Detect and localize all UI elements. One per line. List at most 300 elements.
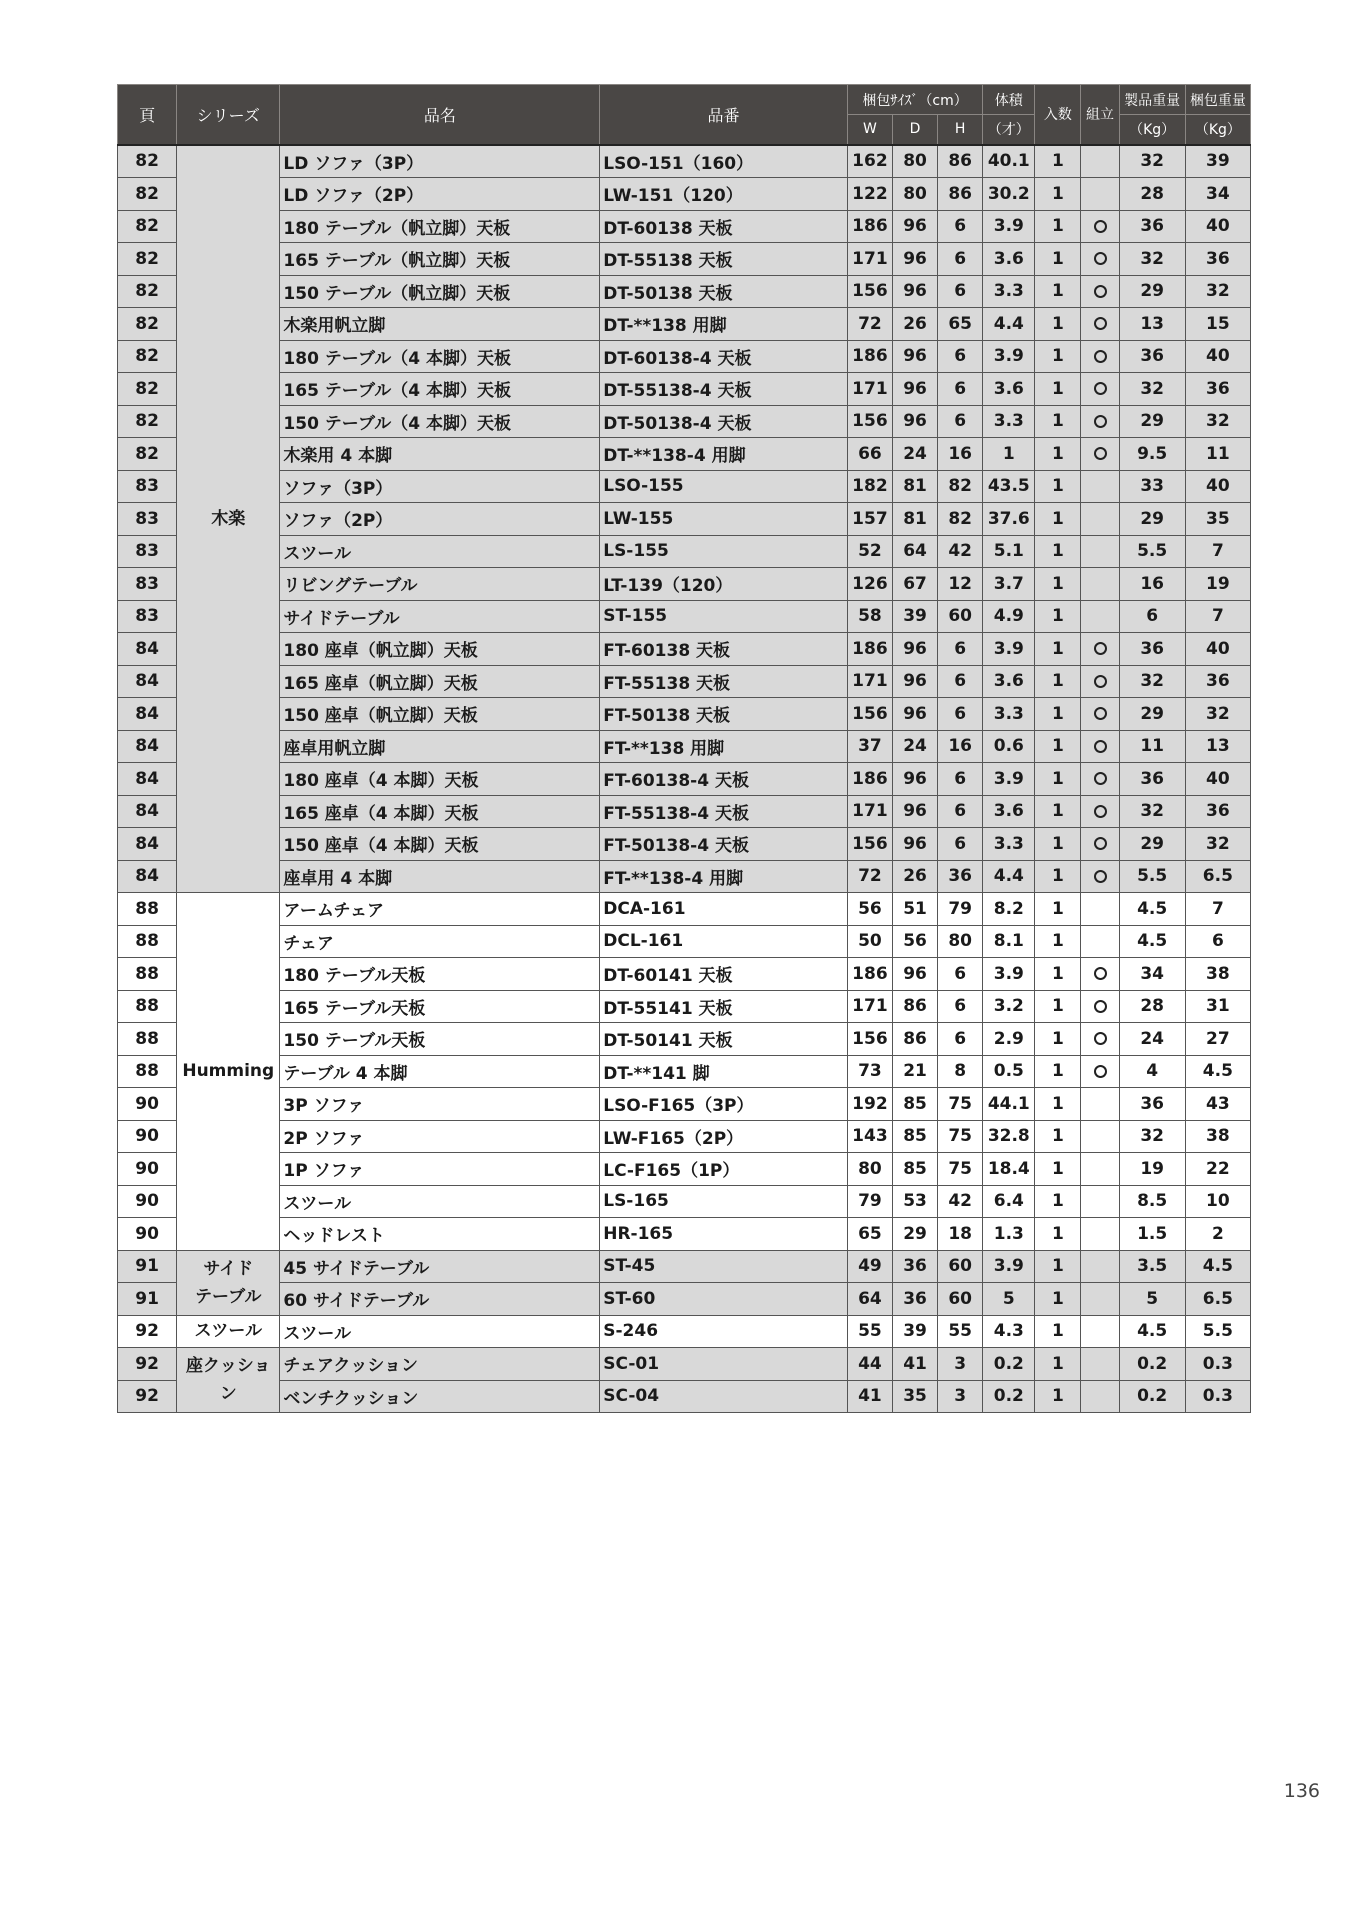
code-cell: FT-50138 天板 bbox=[600, 698, 848, 731]
qty-cell: 1 bbox=[1035, 730, 1081, 763]
volume-cell: 37.6 bbox=[983, 503, 1035, 536]
product-weight-cell: 29 bbox=[1119, 828, 1185, 861]
assembly-cell bbox=[1081, 893, 1119, 926]
pack-weight-cell: 4.5 bbox=[1185, 1250, 1250, 1283]
height-cell: 6 bbox=[938, 990, 983, 1023]
product-weight-cell: 36 bbox=[1119, 1088, 1185, 1121]
assembly-cell bbox=[1081, 600, 1119, 633]
product-weight-cell: 29 bbox=[1119, 405, 1185, 438]
qty-cell: 1 bbox=[1035, 503, 1081, 536]
code-cell: DCA-161 bbox=[600, 893, 848, 926]
qty-cell: 1 bbox=[1035, 1153, 1081, 1186]
height-cell: 3 bbox=[938, 1380, 983, 1413]
qty-cell: 1 bbox=[1035, 243, 1081, 276]
depth-cell: 29 bbox=[892, 1218, 937, 1251]
name-cell: 150 テーブル（帆立脚）天板 bbox=[280, 275, 600, 308]
qty-cell: 1 bbox=[1035, 210, 1081, 243]
series-cell: サイド テーブル bbox=[177, 1250, 280, 1315]
volume-cell: 3.9 bbox=[983, 633, 1035, 666]
pack-weight-cell: 7 bbox=[1185, 600, 1250, 633]
depth-cell: 56 bbox=[892, 925, 937, 958]
page-cell: 84 bbox=[118, 633, 177, 666]
pack-weight-cell: 32 bbox=[1185, 698, 1250, 731]
qty-cell: 1 bbox=[1035, 633, 1081, 666]
name-cell: 木楽用帆立脚 bbox=[280, 308, 600, 341]
pack-weight-cell: 32 bbox=[1185, 828, 1250, 861]
depth-cell: 24 bbox=[892, 438, 937, 471]
table-row bbox=[118, 373, 1251, 406]
product-weight-cell: 28 bbox=[1119, 990, 1185, 1023]
product-weight-cell: 36 bbox=[1119, 340, 1185, 373]
table-row bbox=[118, 925, 1251, 958]
page-cell: 88 bbox=[118, 958, 177, 991]
pack-weight-cell: 40 bbox=[1185, 470, 1250, 503]
qty-cell: 1 bbox=[1035, 1185, 1081, 1218]
width-cell: 126 bbox=[847, 568, 892, 601]
series-cell: 木楽 bbox=[177, 145, 280, 893]
name-cell: 3P ソファ bbox=[280, 1088, 600, 1121]
width-cell: 171 bbox=[847, 990, 892, 1023]
header-page: 頁 bbox=[118, 85, 177, 145]
code-cell: ST-45 bbox=[600, 1250, 848, 1283]
depth-cell: 96 bbox=[892, 698, 937, 731]
table-row bbox=[118, 1185, 1251, 1218]
header-product-weight-unit: （Kg） bbox=[1119, 115, 1185, 145]
header-volume: 体積 bbox=[983, 85, 1035, 115]
depth-cell: 81 bbox=[892, 470, 937, 503]
volume-cell: 0.5 bbox=[983, 1055, 1035, 1088]
height-cell: 60 bbox=[938, 600, 983, 633]
header-pack-weight-unit: （Kg） bbox=[1185, 115, 1250, 145]
width-cell: 55 bbox=[847, 1315, 892, 1348]
height-cell: 6 bbox=[938, 698, 983, 731]
volume-cell: 4.3 bbox=[983, 1315, 1035, 1348]
height-cell: 16 bbox=[938, 438, 983, 471]
assembly-circle-icon bbox=[1094, 447, 1107, 460]
qty-cell: 1 bbox=[1035, 1348, 1081, 1381]
assembly-cell bbox=[1081, 535, 1119, 568]
name-cell: LD ソファ（2P） bbox=[280, 178, 600, 211]
qty-cell: 1 bbox=[1035, 665, 1081, 698]
qty-cell: 1 bbox=[1035, 698, 1081, 731]
assembly-circle-icon bbox=[1094, 350, 1107, 363]
pack-weight-cell: 10 bbox=[1185, 1185, 1250, 1218]
pack-weight-cell: 6.5 bbox=[1185, 860, 1250, 893]
pack-weight-cell: 11 bbox=[1185, 438, 1250, 471]
table-row bbox=[118, 1250, 1251, 1283]
assembly-cell bbox=[1081, 275, 1119, 308]
qty-cell: 1 bbox=[1035, 828, 1081, 861]
page-cell: 88 bbox=[118, 990, 177, 1023]
qty-cell: 1 bbox=[1035, 1120, 1081, 1153]
width-cell: 122 bbox=[847, 178, 892, 211]
volume-cell: 6.4 bbox=[983, 1185, 1035, 1218]
qty-cell: 1 bbox=[1035, 1250, 1081, 1283]
assembly-cell bbox=[1081, 1153, 1119, 1186]
height-cell: 42 bbox=[938, 535, 983, 568]
name-cell: 180 座卓（4 本脚）天板 bbox=[280, 763, 600, 796]
table-row bbox=[118, 698, 1251, 731]
code-cell: FT-55138-4 天板 bbox=[600, 795, 848, 828]
code-cell: SC-04 bbox=[600, 1380, 848, 1413]
volume-cell: 3.7 bbox=[983, 568, 1035, 601]
volume-cell: 30.2 bbox=[983, 178, 1035, 211]
volume-cell: 3.9 bbox=[983, 210, 1035, 243]
volume-cell: 5 bbox=[983, 1283, 1035, 1316]
page-cell: 83 bbox=[118, 503, 177, 536]
pack-weight-cell: 36 bbox=[1185, 795, 1250, 828]
pack-weight-cell: 40 bbox=[1185, 633, 1250, 666]
page-cell: 83 bbox=[118, 568, 177, 601]
name-cell: 150 テーブル（4 本脚）天板 bbox=[280, 405, 600, 438]
height-cell: 8 bbox=[938, 1055, 983, 1088]
page-cell: 92 bbox=[118, 1348, 177, 1381]
qty-cell: 1 bbox=[1035, 763, 1081, 796]
name-cell: 2P ソファ bbox=[280, 1120, 600, 1153]
product-weight-cell: 28 bbox=[1119, 178, 1185, 211]
depth-cell: 96 bbox=[892, 665, 937, 698]
page-cell: 83 bbox=[118, 600, 177, 633]
assembly-cell bbox=[1081, 795, 1119, 828]
pack-weight-cell: 40 bbox=[1185, 763, 1250, 796]
width-cell: 192 bbox=[847, 1088, 892, 1121]
qty-cell: 1 bbox=[1035, 145, 1081, 178]
name-cell: スツール bbox=[280, 535, 600, 568]
header-pack-size: 梱包ｻｲｽﾞ（cm） bbox=[847, 85, 982, 115]
page-cell: 84 bbox=[118, 795, 177, 828]
table-body bbox=[118, 145, 1251, 1413]
volume-cell: 3.6 bbox=[983, 665, 1035, 698]
pack-weight-cell: 13 bbox=[1185, 730, 1250, 763]
product-weight-cell: 8.5 bbox=[1119, 1185, 1185, 1218]
code-cell: DT-55138-4 天板 bbox=[600, 373, 848, 406]
table-row bbox=[118, 535, 1251, 568]
assembly-cell bbox=[1081, 178, 1119, 211]
page-cell: 90 bbox=[118, 1120, 177, 1153]
height-cell: 55 bbox=[938, 1315, 983, 1348]
depth-cell: 96 bbox=[892, 958, 937, 991]
height-cell: 6 bbox=[938, 243, 983, 276]
code-cell: HR-165 bbox=[600, 1218, 848, 1251]
depth-cell: 85 bbox=[892, 1088, 937, 1121]
page-cell: 91 bbox=[118, 1250, 177, 1283]
series-cell: スツール bbox=[177, 1315, 280, 1348]
name-cell: 165 テーブル（帆立脚）天板 bbox=[280, 243, 600, 276]
product-weight-cell: 13 bbox=[1119, 308, 1185, 341]
pack-weight-cell: 15 bbox=[1185, 308, 1250, 341]
assembly-cell bbox=[1081, 373, 1119, 406]
depth-cell: 85 bbox=[892, 1153, 937, 1186]
assembly-cell bbox=[1081, 145, 1119, 178]
name-cell: スツール bbox=[280, 1185, 600, 1218]
page-number: 136 bbox=[1283, 1780, 1320, 1802]
qty-cell: 1 bbox=[1035, 178, 1081, 211]
name-cell: 150 テーブル天板 bbox=[280, 1023, 600, 1056]
page-cell: 82 bbox=[118, 243, 177, 276]
assembly-cell bbox=[1081, 1218, 1119, 1251]
table-row bbox=[118, 470, 1251, 503]
assembly-circle-icon bbox=[1094, 1000, 1107, 1013]
pack-weight-cell: 7 bbox=[1185, 535, 1250, 568]
product-weight-cell: 4.5 bbox=[1119, 925, 1185, 958]
name-cell: 45 サイドテーブル bbox=[280, 1250, 600, 1283]
width-cell: 52 bbox=[847, 535, 892, 568]
qty-cell: 1 bbox=[1035, 535, 1081, 568]
depth-cell: 39 bbox=[892, 1315, 937, 1348]
pack-weight-cell: 22 bbox=[1185, 1153, 1250, 1186]
assembly-cell bbox=[1081, 210, 1119, 243]
width-cell: 156 bbox=[847, 405, 892, 438]
header-d: D bbox=[892, 115, 937, 145]
assembly-cell bbox=[1081, 860, 1119, 893]
product-weight-cell: 5.5 bbox=[1119, 860, 1185, 893]
product-weight-cell: 9.5 bbox=[1119, 438, 1185, 471]
height-cell: 6 bbox=[938, 1023, 983, 1056]
code-cell: FT-60138 天板 bbox=[600, 633, 848, 666]
assembly-circle-icon bbox=[1094, 252, 1107, 265]
code-cell: DT-50141 天板 bbox=[600, 1023, 848, 1056]
assembly-circle-icon bbox=[1094, 382, 1107, 395]
page-cell: 82 bbox=[118, 145, 177, 178]
width-cell: 64 bbox=[847, 1283, 892, 1316]
name-cell: 1P ソファ bbox=[280, 1153, 600, 1186]
pack-weight-cell: 36 bbox=[1185, 665, 1250, 698]
pack-weight-cell: 2 bbox=[1185, 1218, 1250, 1251]
pack-weight-cell: 27 bbox=[1185, 1023, 1250, 1056]
width-cell: 171 bbox=[847, 243, 892, 276]
height-cell: 18 bbox=[938, 1218, 983, 1251]
table-row bbox=[118, 1315, 1251, 1348]
product-weight-cell: 34 bbox=[1119, 958, 1185, 991]
header-product-weight: 製品重量 bbox=[1119, 85, 1185, 115]
table-row bbox=[118, 893, 1251, 926]
pack-weight-cell: 31 bbox=[1185, 990, 1250, 1023]
qty-cell: 1 bbox=[1035, 860, 1081, 893]
volume-cell: 1.3 bbox=[983, 1218, 1035, 1251]
assembly-circle-icon bbox=[1094, 1032, 1107, 1045]
depth-cell: 96 bbox=[892, 373, 937, 406]
page-cell: 82 bbox=[118, 308, 177, 341]
page-cell: 82 bbox=[118, 373, 177, 406]
qty-cell: 1 bbox=[1035, 1023, 1081, 1056]
assembly-cell bbox=[1081, 1380, 1119, 1413]
height-cell: 6 bbox=[938, 275, 983, 308]
table-row bbox=[118, 275, 1251, 308]
volume-cell: 3.2 bbox=[983, 990, 1035, 1023]
page-cell: 90 bbox=[118, 1088, 177, 1121]
page-cell: 88 bbox=[118, 1023, 177, 1056]
code-cell: DT-55138 天板 bbox=[600, 243, 848, 276]
height-cell: 86 bbox=[938, 178, 983, 211]
product-weight-cell: 29 bbox=[1119, 698, 1185, 731]
assembly-cell bbox=[1081, 308, 1119, 341]
page-cell: 84 bbox=[118, 763, 177, 796]
name-cell: 座卓用 4 本脚 bbox=[280, 860, 600, 893]
table-row bbox=[118, 763, 1251, 796]
assembly-cell bbox=[1081, 1055, 1119, 1088]
code-cell: DCL-161 bbox=[600, 925, 848, 958]
height-cell: 6 bbox=[938, 405, 983, 438]
assembly-cell bbox=[1081, 990, 1119, 1023]
depth-cell: 86 bbox=[892, 1023, 937, 1056]
assembly-cell bbox=[1081, 958, 1119, 991]
table-row bbox=[118, 665, 1251, 698]
width-cell: 156 bbox=[847, 698, 892, 731]
assembly-circle-icon bbox=[1094, 772, 1107, 785]
qty-cell: 1 bbox=[1035, 1088, 1081, 1121]
assembly-circle-icon bbox=[1094, 967, 1107, 980]
width-cell: 72 bbox=[847, 860, 892, 893]
name-cell: 60 サイドテーブル bbox=[280, 1283, 600, 1316]
width-cell: 65 bbox=[847, 1218, 892, 1251]
assembly-cell bbox=[1081, 633, 1119, 666]
height-cell: 86 bbox=[938, 145, 983, 178]
table-row bbox=[118, 1120, 1251, 1153]
header-volume-unit: （才） bbox=[983, 115, 1035, 145]
volume-cell: 3.9 bbox=[983, 340, 1035, 373]
assembly-cell bbox=[1081, 243, 1119, 276]
page-cell: 83 bbox=[118, 535, 177, 568]
qty-cell: 1 bbox=[1035, 1283, 1081, 1316]
table-row bbox=[118, 405, 1251, 438]
volume-cell: 4.4 bbox=[983, 308, 1035, 341]
width-cell: 37 bbox=[847, 730, 892, 763]
volume-cell: 8.2 bbox=[983, 893, 1035, 926]
code-cell: DT-**138 用脚 bbox=[600, 308, 848, 341]
table-row bbox=[118, 210, 1251, 243]
width-cell: 44 bbox=[847, 1348, 892, 1381]
pack-weight-cell: 32 bbox=[1185, 275, 1250, 308]
table-row bbox=[118, 308, 1251, 341]
pack-weight-cell: 6 bbox=[1185, 925, 1250, 958]
table-row bbox=[118, 178, 1251, 211]
name-cell: アームチェア bbox=[280, 893, 600, 926]
assembly-cell bbox=[1081, 698, 1119, 731]
volume-cell: 3.9 bbox=[983, 763, 1035, 796]
volume-cell: 1 bbox=[983, 438, 1035, 471]
width-cell: 156 bbox=[847, 828, 892, 861]
assembly-circle-icon bbox=[1094, 805, 1107, 818]
height-cell: 60 bbox=[938, 1250, 983, 1283]
depth-cell: 64 bbox=[892, 535, 937, 568]
name-cell: 165 座卓（帆立脚）天板 bbox=[280, 665, 600, 698]
qty-cell: 1 bbox=[1035, 1055, 1081, 1088]
depth-cell: 96 bbox=[892, 243, 937, 276]
product-weight-cell: 3.5 bbox=[1119, 1250, 1185, 1283]
product-spec-table bbox=[117, 84, 1251, 1413]
table-row bbox=[118, 633, 1251, 666]
assembly-circle-icon bbox=[1094, 707, 1107, 720]
qty-cell: 1 bbox=[1035, 568, 1081, 601]
height-cell: 36 bbox=[938, 860, 983, 893]
width-cell: 182 bbox=[847, 470, 892, 503]
name-cell: 150 座卓（4 本脚）天板 bbox=[280, 828, 600, 861]
name-cell: チェア bbox=[280, 925, 600, 958]
qty-cell: 1 bbox=[1035, 373, 1081, 406]
assembly-circle-icon bbox=[1094, 317, 1107, 330]
depth-cell: 39 bbox=[892, 600, 937, 633]
volume-cell: 3.3 bbox=[983, 275, 1035, 308]
assembly-cell bbox=[1081, 1023, 1119, 1056]
name-cell: テーブル 4 本脚 bbox=[280, 1055, 600, 1088]
width-cell: 73 bbox=[847, 1055, 892, 1088]
product-weight-cell: 5 bbox=[1119, 1283, 1185, 1316]
qty-cell: 1 bbox=[1035, 1380, 1081, 1413]
depth-cell: 96 bbox=[892, 210, 937, 243]
table-row bbox=[118, 1055, 1251, 1088]
page-cell: 82 bbox=[118, 438, 177, 471]
name-cell: 180 座卓（帆立脚）天板 bbox=[280, 633, 600, 666]
pack-weight-cell: 39 bbox=[1185, 145, 1250, 178]
product-weight-cell: 32 bbox=[1119, 373, 1185, 406]
height-cell: 75 bbox=[938, 1088, 983, 1121]
height-cell: 6 bbox=[938, 795, 983, 828]
header-qty: 入数 bbox=[1035, 85, 1081, 145]
width-cell: 162 bbox=[847, 145, 892, 178]
qty-cell: 1 bbox=[1035, 600, 1081, 633]
page-cell: 84 bbox=[118, 698, 177, 731]
assembly-cell bbox=[1081, 665, 1119, 698]
pack-weight-cell: 0.3 bbox=[1185, 1348, 1250, 1381]
qty-cell: 1 bbox=[1035, 1315, 1081, 1348]
depth-cell: 96 bbox=[892, 340, 937, 373]
pack-weight-cell: 35 bbox=[1185, 503, 1250, 536]
volume-cell: 3.9 bbox=[983, 958, 1035, 991]
table-row bbox=[118, 243, 1251, 276]
product-weight-cell: 16 bbox=[1119, 568, 1185, 601]
pack-weight-cell: 32 bbox=[1185, 405, 1250, 438]
width-cell: 49 bbox=[847, 1250, 892, 1283]
page-cell: 88 bbox=[118, 925, 177, 958]
name-cell: リビングテーブル bbox=[280, 568, 600, 601]
height-cell: 6 bbox=[938, 828, 983, 861]
depth-cell: 80 bbox=[892, 145, 937, 178]
depth-cell: 67 bbox=[892, 568, 937, 601]
code-cell: DT-60138-4 天板 bbox=[600, 340, 848, 373]
depth-cell: 41 bbox=[892, 1348, 937, 1381]
table-row bbox=[118, 958, 1251, 991]
code-cell: FT-60138-4 天板 bbox=[600, 763, 848, 796]
product-weight-cell: 4.5 bbox=[1119, 893, 1185, 926]
depth-cell: 51 bbox=[892, 893, 937, 926]
product-weight-cell: 32 bbox=[1119, 145, 1185, 178]
volume-cell: 0.6 bbox=[983, 730, 1035, 763]
code-cell: ST-155 bbox=[600, 600, 848, 633]
qty-cell: 1 bbox=[1035, 1218, 1081, 1251]
width-cell: 186 bbox=[847, 633, 892, 666]
height-cell: 6 bbox=[938, 633, 983, 666]
volume-cell: 4.4 bbox=[983, 860, 1035, 893]
depth-cell: 96 bbox=[892, 405, 937, 438]
page-cell: 82 bbox=[118, 340, 177, 373]
page-cell: 90 bbox=[118, 1218, 177, 1251]
page-cell: 88 bbox=[118, 893, 177, 926]
name-cell: 165 座卓（4 本脚）天板 bbox=[280, 795, 600, 828]
code-cell: DT-**141 脚 bbox=[600, 1055, 848, 1088]
volume-cell: 3.6 bbox=[983, 795, 1035, 828]
product-weight-cell: 32 bbox=[1119, 1120, 1185, 1153]
assembly-cell bbox=[1081, 1185, 1119, 1218]
pack-weight-cell: 19 bbox=[1185, 568, 1250, 601]
assembly-cell bbox=[1081, 503, 1119, 536]
pack-weight-cell: 34 bbox=[1185, 178, 1250, 211]
qty-cell: 1 bbox=[1035, 990, 1081, 1023]
table-row bbox=[118, 340, 1251, 373]
pack-weight-cell: 5.5 bbox=[1185, 1315, 1250, 1348]
width-cell: 171 bbox=[847, 795, 892, 828]
depth-cell: 86 bbox=[892, 990, 937, 1023]
volume-cell: 5.1 bbox=[983, 535, 1035, 568]
